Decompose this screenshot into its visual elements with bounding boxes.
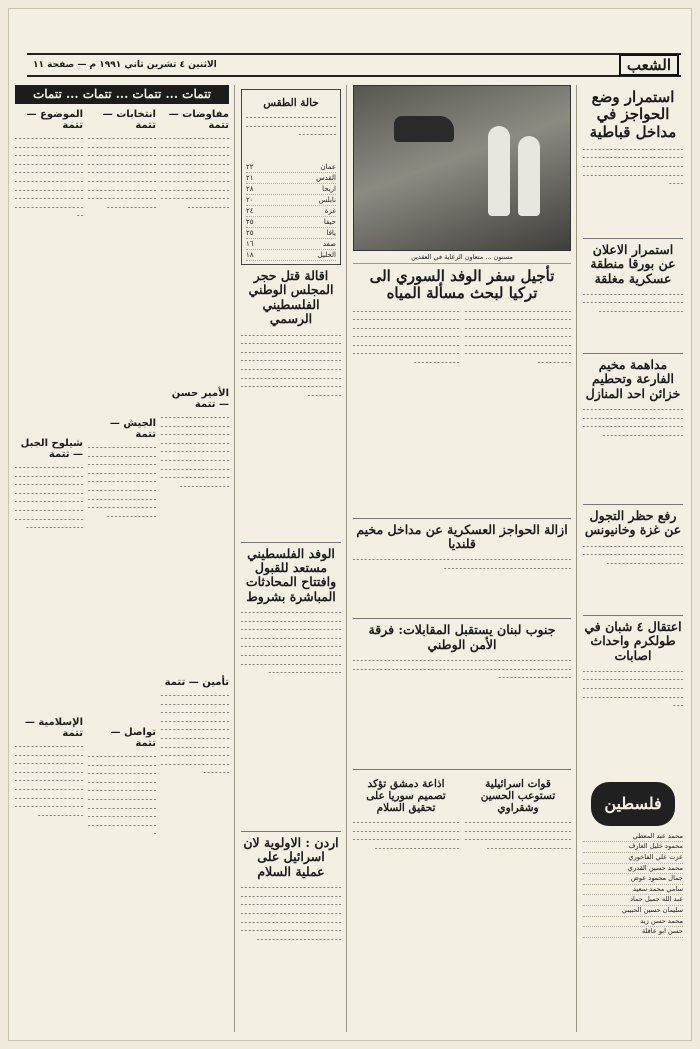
sub-article [465,774,571,957]
table-row: نابلس ٢٠ [246,196,336,205]
date-line: الاثنين ٤ تشرين ثاني ١٩٩١ م — صفحة ١١ [33,60,217,70]
divider [583,353,683,354]
article-body: ـ ـ ـ ـ ـ ـ ـ ـ ـ ـ ـ ـ ـ ـ ـ ـ ـ ـ ـ ـ ـ ـ ـ ـ ـ ـ ـ ـ ـ ـ ـ ـ ـ ـ ـ ـ ـ ـ ـ ـ ـ ـ ـ ـ ـ ـ ـ ـ ـ ـ ـ ـ ـ ـ ـ ـ ـ ـ ـ ـ ـ ـ ـ ـ ـ ـ ـ ـ ـ ـ ـ ـ ـ ـ ـ ـ ـ ـ ـ ـ ـ ـ ـ ـ ـ ـ ـ ـ ـ ـ ـ ـ ـ ـ ـ ـ ـ ـ ـ ـ ـ ـ ـ ـ ـ ـ ـ ـ ـ ـ ـ ـ ـ ـ ـ ـ ـ ـ ـ ـ ـ ـ ـ ـ ـ ـ ـ ـ ـ ـ ـ ـ ـ ـ ـ ـ ـ ـ ـ ـ ـ ـ ـ ـ ـ ـ ـ [161,133,229,210]
weather-box [241,89,341,265]
headline-faraa: مداهمة مخيم الفارعة وتحطيم خزائن احد المنازل [585,356,681,401]
list-item: سليمان حسين الحبيبي [583,906,683,917]
section-heading: مفاوضات — تتمة [168,109,229,131]
divider [353,769,571,770]
column-rule [346,85,347,1032]
continuations-banner: تتمات ... تتمات ... تتمات ... تتمات [15,85,229,104]
section-heading: الموضوع — تتمة [26,109,83,131]
table-row: اريحا ٢٨ [246,185,336,194]
table-row: يافا ٢٥ [246,229,336,238]
sub-column [161,104,229,1032]
names-list [583,832,683,938]
headline-forces: قوات اسرائيلية تستوعب الحسين وشقراوي [480,778,556,815]
list-item: جمال محمود عوض [583,874,683,885]
section-heading: الجيش — تتمة [109,418,156,440]
three-col-block [15,104,229,1032]
article-body: ـ ـ ـ ـ ـ ـ ـ ـ ـ ـ ـ ـ ـ ـ ـ ـ ـ ـ ـ ـ ـ ـ ـ ـ ـ ـ ـ ـ ـ ـ ـ ـ ـ ـ ـ ـ ـ ـ ـ ـ ـ ـ ـ ـ ـ ـ ـ ـ ـ ـ ـ ـ ـ ـ ـ ـ ـ ـ ـ ـ ـ ـ ـ ـ ـ ـ ـ ـ ـ ـ ـ ـ ـ ـ ـ ـ ـ ـ ـ ـ ـ ـ ـ ـ ـ ـ ـ ـ ـ ـ ـ ـ ـ ـ ـ ـ ـ ـ ـ ـ ـ ـ ـ [465,817,571,851]
article-body: ـ ـ ـ ـ ـ ـ ـ ـ ـ ـ ـ ـ ـ ـ ـ ـ ـ ـ ـ ـ ـ ـ ـ ـ ـ ـ ـ ـ ـ ـ ـ ـ ـ ـ ـ ـ ـ ـ ـ ـ ـ ـ ـ ـ ـ ـ ـ ـ ـ ـ ـ ـ ـ ـ ـ ـ ـ ـ ـ ـ ـ ـ ـ ـ ـ ـ ـ ـ ـ ـ ـ ـ ـ ـ ـ ـ ـ ـ ـ ـ ـ ـ ـ ـ ـ ـ ـ ـ ـ ـ ـ ـ ـ ـ ـ ـ ـ ـ ـ ـ ـ ـ ـ ـ ـ ـ ـ ـ ـ ـ ـ ـ ـ ـ ـ ـ ـ ـ ـ ـ ـ ـ ـ ـ ـ ـ ـ ـ ـ ـ ـ ـ ـ ـ ـ ـ ـ ـ ـ ـ ـ ـ ـ ـ ـ ـ ـ ـ ـ ـ ـ ـ ـ ـ ـ [15,133,83,219]
divider [353,518,571,519]
sub-column [15,104,83,1032]
column-right [583,85,683,1032]
photo-caption: مسنون ... متعاون الرعاية في العقدين [353,251,571,264]
divider [583,238,683,239]
headline-pnc: اقالة قتل حجر المجلس الوطني الفلسطيني الرسمي [248,268,334,327]
article-body: ـ ـ ـ ـ ـ ـ ـ ـ ـ ـ ـ ـ ـ ـ ـ ـ ـ ـ ـ ـ ـ ـ ـ ـ ـ ـ ـ ـ ـ ـ ـ ـ ـ ـ ـ ـ ـ ـ ـ ـ ـ ـ ـ ـ ـ ـ ـ ـ ـ ـ ـ ـ ـ ـ ـ ـ ـ ـ ـ ـ ـ ـ ـ ـ ـ ـ ـ ـ ـ ـ ـ ـ ـ ـ ـ ـ ـ ـ ـ ـ ـ ـ ـ ـ ـ ـ ـ ـ ـ ـ ـ ـ ـ ـ ـ ـ ـ ـ ـ ـ ـ ـ ـ ـ ـ ـ ـ ـ ـ ـ ـ ـ ـ ـ ـ ـ ـ ـ ـ ـ ـ ـ ـ ـ ـ ـ ـ ـ ـ ـ ـ ـ ـ ـ ـ ـ ـ ـ ـ ـ ـ ـ ـ ـ ـ ـ ـ ـ [15,741,83,818]
list-item: حسن ابو عاقلة [583,927,683,938]
divider [583,615,683,616]
article-body: ـ ـ ـ ـ ـ ـ ـ ـ ـ ـ ـ ـ ـ ـ ـ ـ ـ ـ ـ ـ ـ ـ ـ ـ ـ ـ ـ ـ ـ ـ ـ ـ ـ ـ ـ ـ ـ ـ ـ ـ ـ ـ ـ ـ ـ ـ ـ ـ ـ ـ ـ ـ ـ ـ ـ ـ ـ ـ ـ ـ ـ ـ ـ ـ ـ ـ ـ ـ ـ ـ ـ ـ ـ ـ ـ ـ ـ ـ ـ ـ ـ ـ ـ ـ ـ ـ ـ ـ ـ ـ ـ ـ ـ ـ ـ ـ ـ ـ ـ ـ ـ ـ ـ ـ ـ ـ ـ ـ ـ ـ ـ ـ ـ ـ ـ ـ ـ ـ ـ ـ ـ ـ ـ ـ ـ ـ ـ ـ ـ ـ ـ ـ ـ ـ ـ ـ ـ ـ ـ ـ ـ ـ ـ ـ ـ ـ ـ ـ ـ ـ ـ ـ ـ ـ ـ ـ ـ ـ ـ ـ ـ ـ ـ ـ ـ ـ ـ ـ ـ ـ ـ [465,305,571,366]
list-item: محمود خليل العارف [583,842,683,853]
weather-text: ـ ـ ـ ـ ـ ـ ـ ـ ـ ـ ـ ـ ـ ـ ـ ـ ـ ـ ـ ـ ـ ـ ـ ـ ـ ـ ـ ـ ـ ـ ـ ـ ـ ـ ـ ـ ـ ـ ـ ـ ـ ـ ـ ـ ـ ـ ـ ـ ـ ـ ـ ـ ـ ـ ـ ـ [246,112,336,138]
article-body: ـ ـ ـ ـ ـ ـ ـ ـ ـ ـ ـ ـ ـ ـ ـ ـ ـ ـ ـ ـ ـ ـ ـ ـ ـ ـ ـ ـ ـ ـ ـ ـ ـ ـ ـ ـ ـ ـ ـ ـ ـ ـ ـ ـ ـ ـ ـ ـ ـ ـ ـ ـ ـ ـ ـ ـ ـ ـ ـ ـ ـ ـ ـ ـ ـ ـ ـ ـ ـ ـ ـ ـ ـ ـ ـ ـ ـ ـ ـ ـ ـ ـ ـ ـ ـ ـ ـ ـ ـ ـ ـ ـ ـ ـ ـ ـ ـ ـ ـ ـ ـ ـ ـ ـ ـ ـ ـ ـ ـ ـ ـ ـ ـ ـ ـ ـ ـ ـ ـ ـ ـ ـ ـ ـ ـ ـ ـ ـ ـ ـ ـ ـ ـ ـ [15,462,83,531]
article-body: ـ ـ ـ ـ ـ ـ ـ ـ ـ ـ ـ ـ ـ ـ ـ ـ ـ ـ ـ ـ ـ ـ ـ ـ ـ ـ ـ ـ ـ ـ ـ ـ ـ ـ ـ ـ ـ ـ ـ ـ ـ ـ ـ ـ ـ ـ ـ ـ ـ ـ ـ ـ ـ ـ ـ ـ ـ ـ ـ ـ ـ ـ ـ ـ ـ ـ ـ ـ ـ ـ ـ ـ ـ ـ ـ ـ ـ ـ ـ ـ ـ ـ ـ ـ ـ ـ ـ ـ ـ ـ ـ ـ ـ ـ ـ ـ ـ ـ ـ ـ ـ ـ ـ ـ ـ ـ ـ ـ ـ ـ ـ ـ ـ ـ ـ ـ ـ ـ ـ ـ ـ ـ ـ ـ ـ ـ ـ ـ ـ ـ ـ [353,655,571,681]
headline-jordan: اردن : الاولوية لان اسرائيل على عملية السلام [243,835,339,879]
column-rule [234,85,235,1032]
article-body: ـ ـ ـ ـ ـ ـ ـ ـ ـ ـ ـ ـ ـ ـ ـ ـ ـ ـ ـ ـ ـ ـ ـ ـ ـ ـ ـ ـ ـ ـ ـ ـ ـ ـ ـ ـ ـ ـ ـ ـ ـ ـ ـ ـ ـ ـ ـ ـ ـ ـ ـ ـ ـ ـ ـ ـ ـ ـ ـ ـ ـ ـ ـ ـ ـ ـ ـ ـ ـ ـ ـ ـ ـ ـ ـ ـ ـ ـ ـ ـ ـ ـ ـ ـ ـ ـ ـ ـ ـ [353,554,571,571]
article-body: ـ ـ ـ ـ ـ ـ ـ ـ ـ ـ ـ ـ ـ ـ ـ ـ ـ ـ ـ ـ ـ ـ ـ ـ ـ ـ ـ ـ ـ ـ ـ ـ ـ ـ ـ ـ ـ ـ ـ ـ ـ ـ ـ ـ ـ ـ ـ ـ ـ ـ ـ ـ ـ ـ ـ ـ ـ ـ ـ ـ ـ ـ ـ ـ ـ ـ ـ ـ ـ ـ ـ ـ ـ ـ ـ ـ ـ ـ ـ ـ ـ ـ ـ ـ ـ ـ ـ ـ ـ ـ ـ ـ ـ ـ ـ ـ ـ ـ ـ ـ ـ ـ ـ ـ ـ ـ ـ ـ [583,143,683,187]
headline-burqa: استمرار الاعلان عن بورقا منطقة عسكرية مغلقة [590,241,676,286]
car-shape [394,116,454,142]
list-item: عزت علي الفاخوري [583,853,683,864]
table-row: القدس ٢١ [246,174,336,183]
table-row: الخليل ١٨ [246,251,336,260]
section-heading: تأمين — تتمة [164,677,229,688]
table-row: غزة ٢٤ [246,207,336,216]
headline-syria-turkey: تأجيل سفر الوفد السوري الى تركيا لبحث مسألة المياه [369,267,555,303]
article-body: ـ ـ ـ ـ ـ ـ ـ ـ ـ ـ ـ ـ ـ ـ ـ ـ ـ ـ ـ ـ ـ ـ ـ ـ ـ ـ ـ ـ ـ ـ ـ ـ ـ ـ ـ ـ ـ ـ ـ ـ ـ ـ ـ ـ ـ ـ ـ ـ ـ ـ ـ ـ ـ ـ ـ ـ ـ ـ ـ ـ ـ ـ ـ ـ ـ ـ ـ ـ ـ ـ ـ ـ ـ ـ ـ ـ ـ ـ ـ ـ ـ ـ ـ ـ ـ ـ ـ ـ ـ ـ ـ ـ ـ ـ ـ ـ ـ ـ ـ ـ ـ ـ ـ ـ ـ ـ ـ ـ ـ ـ ـ ـ ـ ـ ـ ـ ـ ـ ـ ـ ـ ـ ـ ـ ـ ـ ـ ـ ـ ـ ـ ـ ـ ـ ـ ـ ـ ـ ـ ـ ـ ـ ـ ـ ـ ـ ـ ـ ـ ـ ـ ـ ـ ـ ـ ـ ـ ـ ـ ـ ـ ـ ـ ـ ـ ـ ـ ـ ـ ـ ـ ـ ـ ـ ـ ـ ـ ـ ـ ـ ـ ـ ـ ـ ـ ـ ـ ـ ـ ـ ـ ـ ـ ـ ـ ـ ـ ـ ـ ـ ـ [241,607,341,676]
headline-delegation: الوفد الفلسطيني مستعد للقبول وافتتاح المحادثات المباشرة بشروط [245,545,337,604]
news-photo [353,85,571,251]
two-col-block [353,774,571,957]
headline-damascus-radio: اذاعة دمشق تؤكد تصميم سوريا على تحقيق السلام [366,778,446,815]
section-heading: تواصل — تتمة [110,727,156,749]
column-rule [576,85,577,1032]
weather-title: حالة الطقس [263,97,319,109]
article-body: ـ ـ ـ ـ ـ ـ ـ ـ ـ ـ ـ ـ ـ ـ ـ ـ ـ ـ ـ ـ ـ ـ ـ ـ ـ ـ ـ ـ ـ ـ ـ ـ ـ ـ ـ ـ ـ ـ ـ ـ ـ ـ ـ ـ ـ ـ ـ ـ ـ ـ ـ ـ ـ ـ ـ ـ ـ ـ ـ ـ ـ ـ ـ ـ ـ ـ ـ ـ ـ ـ ـ ـ ـ ـ ـ ـ ـ ـ ـ ـ ـ ـ ـ ـ ـ ـ ـ ـ ـ ـ ـ ـ ـ ـ ـ ـ ـ ـ ـ ـ ـ ـ ـ ـ ـ ـ ـ ـ ـ ـ ـ ـ ـ ـ ـ ـ ـ ـ ـ ـ ـ ـ ـ ـ ـ ـ ـ ـ ـ ـ ـ ـ ـ ـ ـ ـ ـ ـ ـ ـ ـ ـ ـ ـ ـ ـ ـ ـ ـ ـ ـ ـ ـ ـ ـ ـ ـ ـ ـ ـ ـ ـ ـ ـ ـ ـ ـ ـ ـ ـ ـ ـ ـ ـ ـ ـ ـ ـ [241,882,341,942]
divider [241,542,341,543]
weather-table [246,162,336,261]
section-heading: انتخابات — تتمة [102,109,156,131]
divider [241,831,341,832]
sub-article [353,774,459,957]
article-body: ـ ـ ـ ـ ـ ـ ـ ـ ـ ـ ـ ـ ـ ـ ـ ـ ـ ـ ـ ـ ـ ـ ـ ـ ـ ـ ـ ـ ـ ـ ـ ـ ـ ـ ـ ـ ـ ـ ـ ـ ـ ـ ـ ـ ـ ـ ـ ـ ـ ـ ـ ـ ـ ـ ـ ـ ـ ـ ـ ـ ـ ـ ـ ـ ـ ـ ـ ـ ـ ـ ـ ـ ـ ـ ـ ـ ـ ـ ـ ـ ـ ـ ـ ـ ـ ـ ـ ـ ـ ـ ـ ـ ـ ـ ـ ـ ـ ـ ـ ـ ـ ـ ـ ـ ـ ـ ـ ـ ـ ـ ـ ـ ـ ـ ـ ـ ـ ـ ـ ـ ـ ـ ـ ـ ـ ـ ـ ـ ـ ـ ـ ـ ـ ـ ـ ـ ـ ـ ـ ـ ـ ـ ـ ـ ـ ـ ـ ـ ـ ـ ـ ـ ـ ـ ـ ـ ـ ـ ـ ـ ـ ـ ـ ـ ـ ـ ـ ـ ـ ـ ـ ـ ـ ـ [353,305,459,366]
list-item: محمد حسين القدري [583,864,683,875]
figure-shape [518,136,540,216]
list-item: عبد الله جميل حماد [583,895,683,906]
column-photo [353,85,571,1032]
sub-column [88,104,156,1032]
divider [583,504,683,505]
article-body: ـ ـ ـ ـ ـ ـ ـ ـ ـ ـ ـ ـ ـ ـ ـ ـ ـ ـ ـ ـ ـ ـ ـ ـ ـ ـ ـ ـ ـ ـ ـ ـ ـ ـ ـ ـ ـ ـ ـ ـ ـ ـ ـ ـ ـ ـ ـ ـ ـ ـ ـ ـ ـ ـ ـ ـ ـ ـ ـ ـ ـ ـ ـ ـ ـ ـ ـ ـ ـ ـ ـ ـ ـ ـ [583,288,683,315]
section-heading: شيلوح الجبل — تتمة [20,438,83,460]
article-body: ـ ـ ـ ـ ـ ـ ـ ـ ـ ـ ـ ـ ـ ـ ـ ـ ـ ـ ـ ـ ـ ـ ـ ـ ـ ـ ـ ـ ـ ـ ـ ـ ـ ـ ـ ـ ـ ـ ـ ـ ـ ـ ـ ـ ـ ـ ـ ـ ـ ـ ـ ـ ـ ـ ـ ـ ـ ـ ـ ـ ـ ـ ـ ـ ـ ـ ـ ـ ـ ـ ـ ـ ـ ـ ـ ـ ـ ـ ـ ـ ـ ـ ـ ـ ـ ـ ـ ـ ـ ـ ـ ـ ـ ـ ـ ـ ـ ـ ـ ـ ـ ـ ـ ـ ـ ـ ـ ـ ـ ـ ـ ـ ـ ـ ـ ـ ـ ـ ـ ـ ـ ـ ـ ـ ـ ـ ـ ـ ـ ـ ـ ـ ـ ـ ـ ـ ـ ـ ـ ـ ـ ـ ـ ـ ـ ـ ـ ـ ـ [161,412,229,489]
figure-shape [488,126,510,216]
newspaper-page [8,8,692,1041]
headline-qalandia: ازالة الحواجز العسكرية عن مداخل مخيم قلنديا [356,521,568,551]
article-body: ـ ـ ـ ـ ـ ـ ـ ـ ـ ـ ـ ـ ـ ـ ـ ـ ـ ـ ـ ـ ـ ـ ـ ـ ـ ـ ـ ـ ـ ـ ـ ـ ـ ـ ـ ـ ـ ـ ـ ـ ـ ـ ـ ـ ـ ـ ـ ـ ـ ـ ـ ـ ـ ـ ـ ـ ـ ـ ـ ـ ـ ـ ـ ـ ـ ـ ـ ـ ـ ـ ـ ـ ـ ـ ـ ـ ـ ـ ـ ـ ـ ـ ـ ـ ـ ـ ـ ـ ـ ـ ـ ـ ـ ـ ـ ـ ـ ـ ـ [583,404,683,438]
article-body: ـ ـ ـ ـ ـ ـ ـ ـ ـ ـ ـ ـ ـ ـ ـ ـ ـ ـ ـ ـ ـ ـ ـ ـ ـ ـ ـ ـ ـ ـ ـ ـ ـ ـ ـ ـ ـ ـ ـ ـ ـ ـ ـ ـ ـ ـ ـ ـ ـ ـ ـ ـ ـ ـ ـ ـ ـ ـ ـ ـ ـ ـ ـ ـ ـ ـ ـ ـ ـ ـ ـ ـ ـ ـ ـ ـ ـ ـ ـ ـ ـ ـ ـ ـ ـ ـ ـ ـ ـ ـ ـ ـ ـ ـ ـ ـ ـ ـ ـ ـ ـ ـ ـ [353,817,459,851]
section-heading: الأمير حسن — تتمة [171,388,229,410]
list-item: محمد حسن زيد [583,917,683,928]
article-body: ـ ـ ـ ـ ـ ـ ـ ـ ـ ـ ـ ـ ـ ـ ـ ـ ـ ـ ـ ـ ـ ـ ـ ـ ـ ـ ـ ـ ـ ـ ـ ـ ـ ـ ـ ـ ـ ـ ـ ـ ـ ـ ـ ـ ـ ـ ـ ـ ـ ـ ـ ـ ـ ـ ـ ـ ـ ـ ـ ـ ـ ـ ـ ـ ـ ـ ـ ـ ـ ـ ـ ـ ـ ـ ـ ـ ـ ـ ـ ـ ـ ـ ـ ـ ـ ـ ـ ـ ـ ـ ـ ـ ـ ـ ـ ـ ـ ـ ـ ـ ـ ـ ـ ـ ـ ـ ـ ـ ـ ـ ـ ـ ـ ـ ـ ـ ـ ـ ـ ـ ـ ـ ـ ـ ـ ـ ـ ـ ـ ـ ـ ـ ـ ـ ـ ـ ـ ـ ـ ـ ـ ـ ـ ـ ـ ـ ـ ـ ـ [88,133,156,210]
article-body: ـ ـ ـ ـ ـ ـ ـ ـ ـ ـ ـ ـ ـ ـ ـ ـ ـ ـ ـ ـ ـ ـ ـ ـ ـ ـ ـ ـ ـ ـ ـ ـ ـ ـ ـ ـ ـ ـ ـ ـ ـ ـ ـ ـ ـ ـ ـ ـ ـ ـ ـ ـ ـ ـ ـ ـ ـ ـ ـ ـ ـ ـ ـ ـ ـ ـ ـ ـ ـ ـ ـ ـ ـ ـ ـ ـ ـ ـ ـ ـ ـ ـ ـ ـ ـ ـ ـ ـ ـ ـ ـ ـ ـ ـ ـ ـ ـ ـ ـ ـ ـ ـ ـ ـ ـ ـ ـ ـ ـ ـ ـ ـ ـ ـ ـ ـ ـ ـ ـ ـ ـ ـ ـ ـ ـ ـ ـ ـ ـ ـ ـ ـ ـ ـ ـ ـ ـ ـ ـ ـ ـ ـ ـ ـ ـ ـ ـ ـ ـ ـ ـ ـ ـ ـ ـ ـ ـ ـ ـ ـ ـ ـ ـ ـ ـ ـ ـ ـ ـ ـ ـ ـ ـ ـ ـ ـ ـ ـ ـ ـ ـ ـ ـ ـ ـ ـ ـ ـ ـ ـ ـ [241,329,341,398]
article-body: ـ ـ ـ ـ ـ ـ ـ ـ ـ ـ ـ ـ ـ ـ ـ ـ ـ ـ ـ ـ ـ ـ ـ ـ ـ ـ ـ ـ ـ ـ ـ ـ ـ ـ ـ ـ ـ ـ ـ ـ ـ ـ ـ ـ ـ ـ ـ ـ ـ ـ ـ ـ ـ ـ ـ ـ ـ ـ ـ ـ ـ ـ ـ ـ ـ ـ ـ ـ ـ ـ ـ ـ ـ ـ ـ ـ ـ ـ ـ ـ ـ ـ ـ ـ ـ ـ ـ ـ ـ ـ ـ ـ ـ ـ ـ ـ ـ ـ ـ ـ ـ ـ ـ ـ ـ ـ ـ [583,665,683,709]
headline-tulkarem: اعتقال ٤ شبان في طولكرم واحداث اصابات [584,618,682,663]
column-continuations [15,85,229,1032]
table-row: حيفا ٢٥ [246,218,336,227]
article-body: ـ ـ ـ ـ ـ ـ ـ ـ ـ ـ ـ ـ ـ ـ ـ ـ ـ ـ ـ ـ ـ ـ ـ ـ ـ ـ ـ ـ ـ ـ ـ ـ ـ ـ ـ ـ ـ ـ ـ ـ ـ ـ ـ ـ ـ ـ ـ ـ ـ ـ ـ ـ ـ ـ ـ ـ ـ ـ ـ ـ ـ ـ ـ ـ ـ ـ ـ ـ ـ ـ ـ ـ ـ ـ ـ ـ ـ ـ ـ ـ ـ ـ ـ ـ ـ ـ ـ ـ ـ ـ ـ ـ ـ ـ ـ ـ ـ ـ ـ ـ ـ ـ ـ ـ ـ ـ ـ ـ ـ ـ ـ ـ ـ ـ ـ ـ ـ ـ ـ ـ ـ ـ ـ ـ ـ ـ ـ ـ ـ ـ ـ ـ ـ ـ ـ ـ ـ ـ ـ ـ ـ ـ ـ ـ ـ ـ ـ ـ ـ ـ ـ ـ ـ ـ ـ ـ ـ ـ ـ ـ [161,690,229,776]
palestine-seal: فلسطين [591,782,675,826]
table-row: صفد ١٦ [246,240,336,249]
headline-qabatiya: استمرار وضع الحواجز في مداخل قباطية [589,88,677,141]
masthead [27,53,681,77]
article-body: ـ ـ ـ ـ ـ ـ ـ ـ ـ ـ ـ ـ ـ ـ ـ ـ ـ ـ ـ ـ ـ ـ ـ ـ ـ ـ ـ ـ ـ ـ ـ ـ ـ ـ ـ ـ ـ ـ ـ ـ ـ ـ ـ ـ ـ ـ ـ ـ ـ ـ ـ ـ ـ ـ ـ ـ ـ ـ ـ ـ ـ ـ ـ ـ ـ ـ ـ ـ ـ ـ ـ ـ [583,540,683,566]
table-row: عمان ٢٢ [246,163,336,172]
list-item: محمد عبد المعطي [583,832,683,843]
section-heading: الإسلامية — تتمة [24,717,83,739]
list-item: سامي محمد سعيد [583,885,683,896]
two-col-block [353,306,571,514]
headline-gaza-curfew: رفع حظر التجول عن غزة وخانيونس [584,508,682,538]
newspaper-logo: الشعب [619,54,679,76]
column-middle [241,85,341,1032]
headline-lebanon: جنوب لبنان يستقبل المقابلات: فرقة الأمن الوطني [368,622,556,652]
divider [353,618,571,619]
article-body: ـ ـ ـ ـ ـ ـ ـ ـ ـ ـ ـ ـ ـ ـ ـ ـ ـ ـ ـ ـ ـ ـ ـ ـ ـ ـ ـ ـ ـ ـ ـ ـ ـ ـ ـ ـ ـ ـ ـ ـ ـ ـ ـ ـ ـ ـ ـ ـ ـ ـ ـ ـ ـ ـ ـ ـ ـ ـ ـ ـ ـ ـ ـ ـ ـ ـ ـ ـ ـ ـ ـ ـ ـ ـ ـ ـ ـ ـ ـ ـ ـ ـ ـ ـ ـ ـ ـ ـ ـ ـ ـ ـ ـ ـ ـ ـ ـ ـ ـ ـ ـ ـ ـ ـ ـ ـ ـ ـ ـ ـ ـ ـ ـ ـ ـ ـ ـ ـ ـ ـ ـ ـ ـ ـ ـ ـ ـ ـ ـ ـ ـ ـ ـ ـ ـ ـ ـ ـ ـ ـ ـ ـ ـ ـ ـ ـ ـ ـ ـ [88,442,156,519]
article-body: ـ ـ ـ ـ ـ ـ ـ ـ ـ ـ ـ ـ ـ ـ ـ ـ ـ ـ ـ ـ ـ ـ ـ ـ ـ ـ ـ ـ ـ ـ ـ ـ ـ ـ ـ ـ ـ ـ ـ ـ ـ ـ ـ ـ ـ ـ ـ ـ ـ ـ ـ ـ ـ ـ ـ ـ ـ ـ ـ ـ ـ ـ ـ ـ ـ ـ ـ ـ ـ ـ ـ ـ ـ ـ ـ ـ ـ ـ ـ ـ ـ ـ ـ ـ ـ ـ ـ ـ ـ ـ ـ ـ ـ ـ ـ ـ ـ ـ ـ ـ ـ ـ ـ ـ ـ ـ ـ ـ ـ ـ ـ ـ ـ ـ ـ ـ ـ ـ ـ ـ ـ ـ ـ ـ ـ ـ ـ ـ ـ ـ ـ ـ ـ ـ ـ ـ ـ ـ ـ ـ ـ ـ ـ ـ ـ ـ ـ ـ ـ ـ ـ ـ ـ ـ [88,751,156,837]
